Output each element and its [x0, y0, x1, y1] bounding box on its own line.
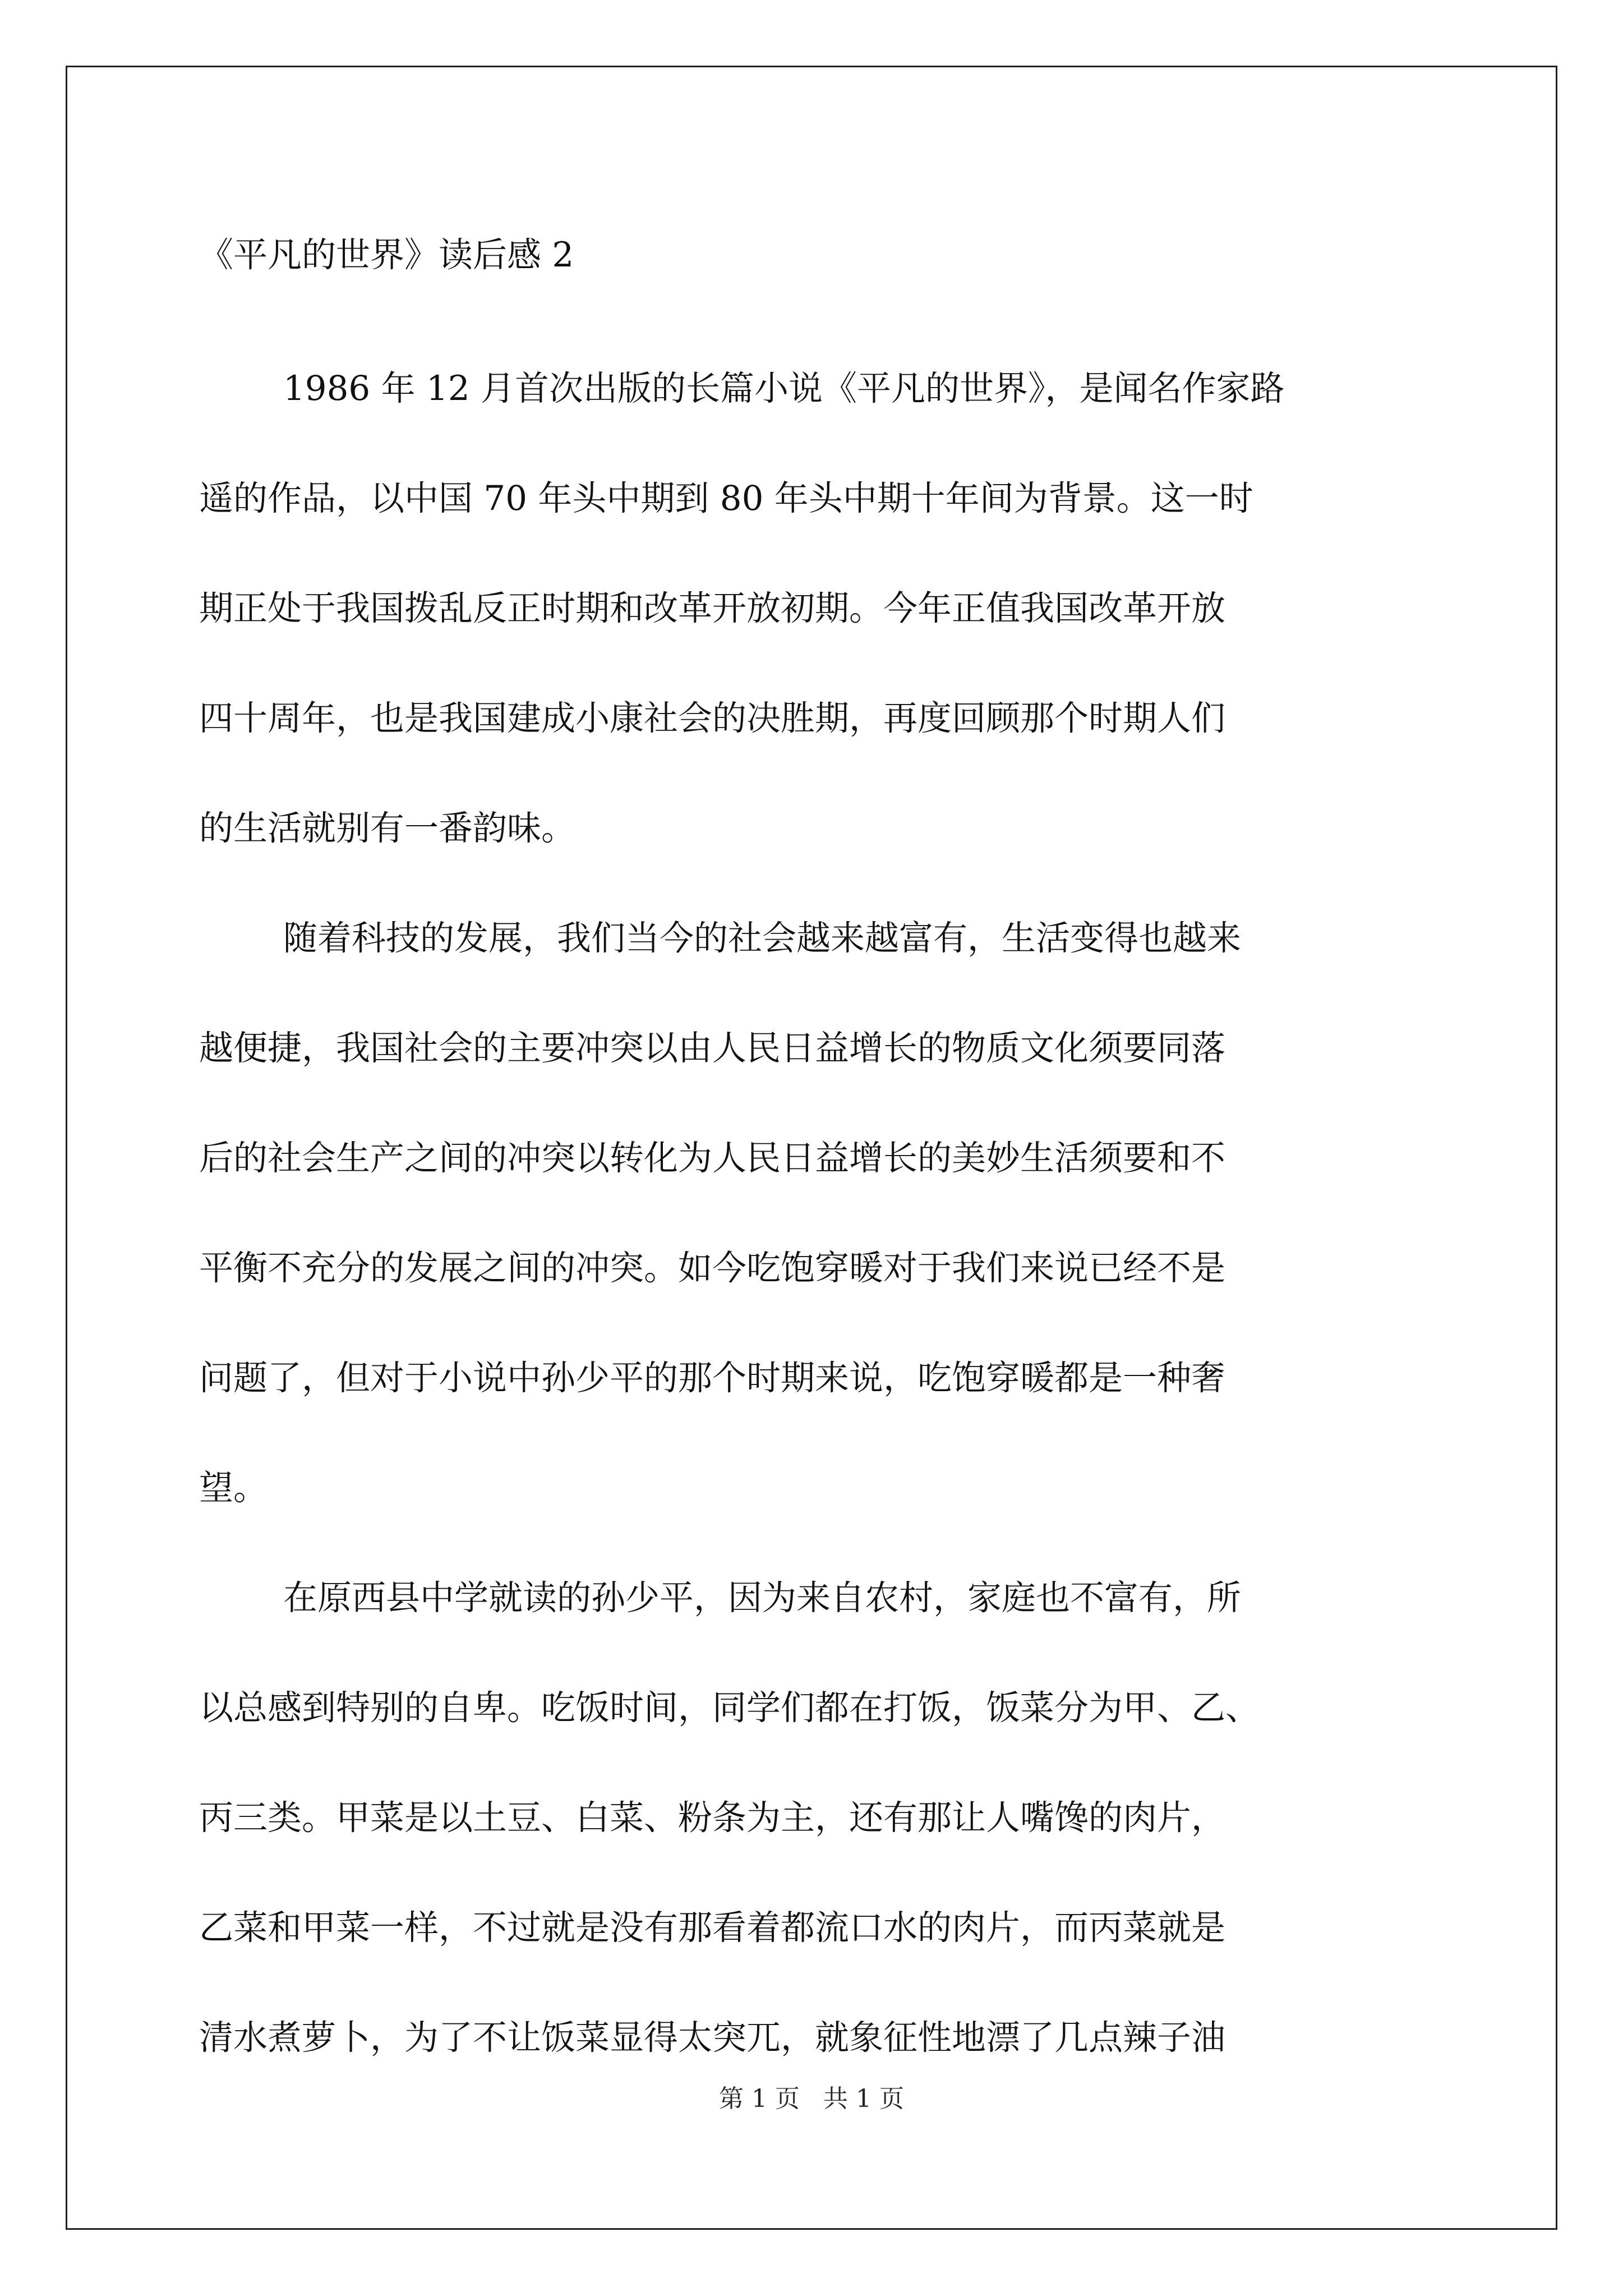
text-line: 平衡不充分的发展之间的冲突。如今吃饱穿暖对于我们来说已经不是 [199, 1248, 1226, 1288]
text-line: 1986 年 12 月首次出版的长篇小说《平凡的世界》，是闻名作家路 [283, 369, 1285, 408]
paragraph-3 [199, 1543, 1424, 2093]
text-line: 遥的作品，以中国 70 年头中期到 80 年头中期十年间为背景。这一时 [199, 478, 1253, 518]
text-line: 期正处于我国拨乱反正时期和改革开放初期。今年正值我国改革开放 [199, 588, 1226, 628]
text-line: 乙菜和甲菜一样，不过就是没有那看着都流口水的肉片，而丙菜就是 [199, 1908, 1226, 1948]
text-line: 四十周年，也是我国建成小康社会的决胜期，再度回顾那个时期人们 [199, 698, 1226, 738]
text-line: 以总感到特别的自卑。吃饭时间，同学们都在打饭，饭菜分为甲、乙、 [199, 1688, 1260, 1728]
text-line: 清水煮萝卜，为了不让饭菜显得太突兀，就象征性地漂了几点辣子油 [199, 2018, 1226, 2058]
text-line: 越便捷，我国社会的主要冲突以由人民日益增长的物质文化须要同落 [199, 1028, 1226, 1068]
paragraph-2 [199, 884, 1424, 1543]
text-line: 问题了，但对于小说中孙少平的那个时期来说，吃饱穿暖都是一种奢 [199, 1358, 1226, 1398]
text-line: 丙三类。甲菜是以土豆、白菜、粉条为主，还有那让人嘴馋的肉片， [199, 1798, 1226, 1838]
text-line: 的生活就别有一番韵味。 [199, 808, 576, 848]
text-line: 在原西县中学就读的孙少平，因为来自农村，家庭也不富有，所 [283, 1578, 1242, 1618]
text-line: 望。 [199, 1468, 268, 1508]
document-title: 《平凡的世界》读后感 2 [199, 235, 574, 275]
text-line: 后的社会生产之间的冲突以转化为人民日益增长的美妙生活须要和不 [199, 1138, 1226, 1178]
text-line: 随着科技的发展，我们当今的社会越来越富有，生活变得也越来 [283, 918, 1242, 958]
page-footer: 第 1 页 共 1 页 [719, 2085, 904, 2113]
document-body [199, 222, 1424, 2093]
paragraph-1 [199, 334, 1424, 884]
